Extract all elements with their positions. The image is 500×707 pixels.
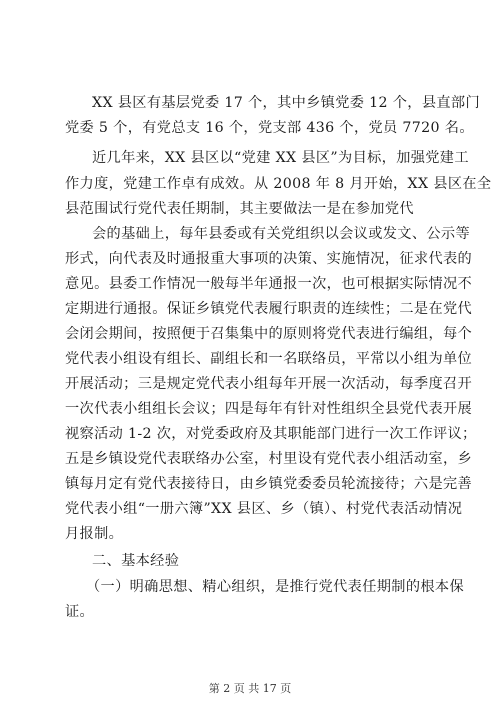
text-line: 月报制。 [65, 526, 124, 542]
text-line: 形式，向代表及时通报重大事项的决策、实施情况，征求代表的 [65, 251, 473, 267]
text-line: 视察活动 1-2 次，对党委政府及其职能部门进行一次工作评议； [65, 426, 477, 442]
text-line: 作力度，党建工作卓有成效。从 2008 年 8 月开始，XX 县区在全 [65, 176, 492, 192]
text-line: 意见。县委工作情况一般每半年通报一次，也可根据实际情况不 [65, 276, 473, 292]
text-line: 开展活动；三是规定党代表小组每年开展一次活动，每季度召开 [65, 376, 473, 392]
text-line: XX 县区有基层党委 17 个，其中乡镇党委 12 个，县直部门 [92, 95, 480, 111]
subsection-heading: （一）明确思想、精心组织，是推行党代表任期制的根本保 [86, 579, 464, 595]
text-line: 县范围试行党代表任期制，其主要做法一是在参加党代 [65, 201, 414, 217]
text-line: 会闭会期间，按照便于召集集中的原则将党代表进行编组，每个 [65, 326, 473, 342]
text-line: 五是乡镇设党代表联络办公室，村里设有党代表小组活动室，乡 [65, 451, 473, 467]
text-line: 党代表小组“一册六簿”XX 县区、乡（镇）、村党代表活动情况 [65, 501, 463, 517]
text-line: 会的基础上，每年县委或有关党组织以会议或发文、公示等 [92, 226, 470, 242]
page-number-footer: 第 2 页 共 17 页 [208, 682, 292, 695]
section-heading: 二、基本经验 [92, 553, 180, 569]
text-line: 党委 5 个，有党总支 16 个，党支部 436 个，党员 7720 名。 [65, 120, 474, 136]
text-line: 一次代表小组组长会议；四是每年有针对性组织全县党代表开展 [65, 401, 473, 417]
text-line: 镇每月定有党代表接待日，由乡镇党委委员轮流接待；六是完善 [65, 476, 473, 492]
text-line: 近几年来，XX 县区以“党建 XX 县区”为目标，加强党建工 [92, 150, 469, 166]
text-line: 党代表小组设有组长、副组长和一名联络员，平常以小组为单位 [65, 351, 473, 367]
text-line: 证。 [65, 604, 95, 620]
text-line: 定期进行通报。保证乡镇党代表履行职责的连续性；二是在党代 [65, 301, 473, 317]
